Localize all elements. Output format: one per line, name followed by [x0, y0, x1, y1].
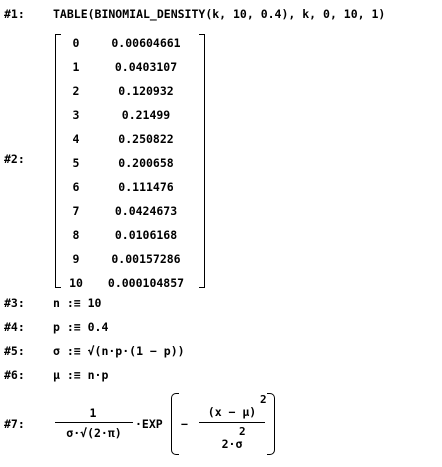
matrix-value-cell: 0.120932	[118, 84, 174, 98]
fraction1-denominator: σ·√(2·π)	[66, 426, 122, 440]
expression-1[interactable]: TABLE(BINOMIAL_DENSITY(k, 10, 0.4), k, 0, 10, 1)	[53, 7, 386, 21]
matrix-value-cell: 0.250822	[118, 132, 174, 146]
exp-function: ·EXP	[135, 417, 163, 431]
matrix-k-cell: 8	[72, 228, 80, 242]
minus-sign: −	[181, 417, 188, 431]
matrix-row	[53, 276, 207, 290]
matrix-k-cell: 1	[72, 60, 80, 74]
matrix-k-cell: 0	[72, 36, 80, 50]
expression-6[interactable]: μ :≡ n·p	[53, 368, 109, 382]
left-paren	[171, 393, 179, 455]
matrix-row	[53, 228, 207, 242]
matrix-k-cell: 10	[69, 276, 83, 290]
expression-label-5: #5:	[4, 344, 25, 358]
matrix-k-cell: 2	[72, 84, 80, 98]
expression-label-1: #1:	[4, 7, 25, 21]
matrix-value-cell: 0.0403107	[114, 60, 178, 74]
matrix-row	[53, 108, 207, 122]
matrix-row	[53, 132, 207, 146]
matrix-row	[53, 60, 207, 74]
expression-label-3: #3:	[4, 296, 25, 310]
fraction1-numerator: 1	[89, 406, 97, 420]
fraction2-bar	[199, 422, 265, 423]
matrix-row	[53, 204, 207, 218]
matrix-k-cell: 7	[72, 204, 80, 218]
matrix-row	[53, 36, 207, 50]
matrix-value-cell: 0.00604661	[111, 36, 181, 50]
matrix-k-cell: 9	[72, 252, 80, 266]
expression-7[interactable]	[53, 393, 283, 455]
matrix-value-cell: 0.21499	[121, 108, 171, 122]
matrix-value-cell: 0.0106168	[114, 228, 178, 242]
result-matrix[interactable]	[53, 34, 207, 288]
matrix-k-cell: 3	[72, 108, 80, 122]
expression-label-2: #2:	[4, 152, 25, 166]
expression-4[interactable]: p :≡ 0.4	[53, 320, 109, 334]
matrix-row	[53, 180, 207, 194]
denominator-exponent: 2	[239, 425, 246, 438]
fraction2-numerator: (x − μ)	[207, 405, 257, 419]
expression-label-7: #7:	[4, 417, 25, 431]
numerator-exponent: 2	[260, 393, 267, 406]
matrix-row	[53, 156, 207, 170]
matrix-value-cell: 0.111476	[118, 180, 174, 194]
matrix-value-cell: 0.00157286	[111, 252, 181, 266]
matrix-value-cell: 0.0424673	[114, 204, 178, 218]
matrix-value-cell: 0.000104857	[107, 276, 185, 290]
matrix-k-cell: 4	[72, 132, 80, 146]
expression-label-4: #4:	[4, 320, 25, 334]
right-paren	[267, 393, 275, 455]
matrix-value-cell: 0.200658	[118, 156, 174, 170]
matrix-k-cell: 5	[72, 156, 80, 170]
fraction1-bar	[55, 422, 133, 423]
expression-label-6: #6:	[4, 368, 25, 382]
expression-3[interactable]: n :≡ 10	[53, 296, 102, 310]
matrix-row	[53, 84, 207, 98]
expression-5[interactable]: σ :≡ √(n·p·(1 − p))	[53, 344, 185, 358]
matrix-row	[53, 252, 207, 266]
fraction2-denominator: 2·σ	[221, 437, 243, 451]
matrix-k-cell: 6	[72, 180, 80, 194]
